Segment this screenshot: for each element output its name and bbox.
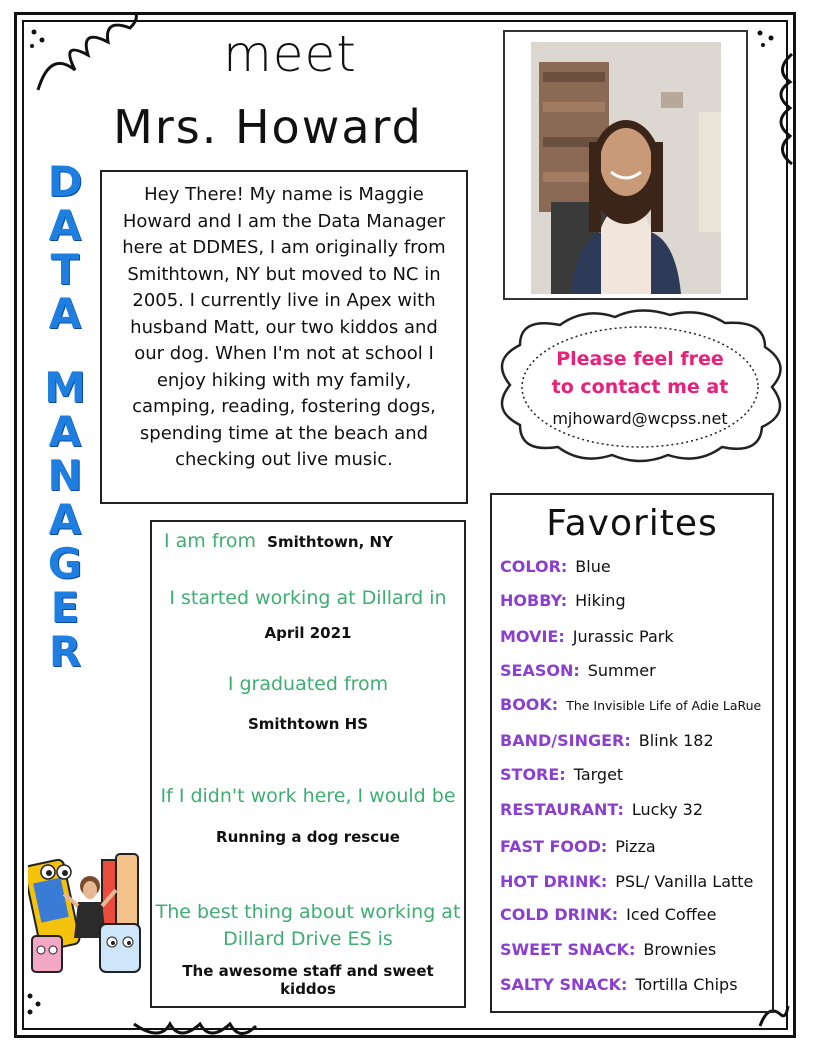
- favorite-value: PSL/ Vanilla Latte: [615, 872, 754, 891]
- favorite-item: [500, 765, 623, 784]
- favorite-value: Target: [573, 765, 624, 784]
- favorite-key: COLD DRINK:: [500, 905, 619, 924]
- favorite-key: BAND/SINGER:: [500, 731, 631, 750]
- vertical-word-manager: [44, 363, 86, 676]
- vertical-letter: A: [48, 289, 82, 338]
- favorite-key: HOT DRINK:: [500, 872, 608, 891]
- photo-frame: [503, 30, 748, 300]
- favorite-item: [500, 800, 703, 819]
- favorite-value: Tortilla Chips: [635, 975, 738, 994]
- favorite-key: SALTY SNACK:: [500, 975, 628, 994]
- fact-best-label-2: Dillard Drive ES is: [223, 928, 393, 950]
- fact-started-value: April 2021: [264, 624, 352, 642]
- fact-otherwise-value: Running a dog rescue: [216, 828, 400, 846]
- fact-best-value: The awesome staff and sweet kiddos: [182, 962, 434, 998]
- fact-started-label: I started working at Dillard in: [169, 587, 447, 609]
- favorites-title: Favorites: [546, 503, 718, 544]
- favorite-item: [500, 731, 714, 750]
- facts-box: [150, 520, 466, 1008]
- favorite-value: Pizza: [615, 837, 656, 856]
- favorite-key: SEASON:: [500, 661, 580, 680]
- meet-heading: meet: [223, 25, 357, 83]
- favorite-value: Jurassic Park: [572, 627, 674, 646]
- favorite-item: [500, 661, 656, 680]
- favorite-item: [500, 940, 716, 959]
- contact-title-line-2: to contact me at: [551, 376, 729, 398]
- favorite-key: MOVIE:: [500, 627, 565, 646]
- favorite-value: Summer: [587, 661, 656, 680]
- favorite-key: BOOK:: [500, 695, 559, 714]
- fact-graduated-label: I graduated from: [227, 673, 389, 695]
- fact-graduated-value: Smithtown HS: [247, 715, 368, 733]
- profile-photo: [531, 42, 721, 294]
- favorite-value: Iced Coffee: [626, 905, 717, 924]
- favorites-box: [490, 493, 774, 1013]
- bio-box: [100, 170, 468, 504]
- vertical-letter: D: [47, 157, 83, 206]
- vertical-letter: T: [50, 245, 80, 294]
- favorite-item: [500, 975, 738, 994]
- vertical-word-data: [47, 157, 83, 338]
- favorite-value: Blink 182: [638, 731, 714, 750]
- fact-otherwise-label: If I didn't work here, I would be: [160, 785, 456, 807]
- contact-title-line-1: Please feel free: [556, 348, 724, 370]
- dots-doodle-top-right: [755, 28, 779, 52]
- swirl-doodle-top-left: [20, 10, 140, 100]
- fact-from-value: Smithtown, NY: [267, 533, 393, 551]
- vertical-letter: E: [50, 583, 80, 632]
- favorite-value: Brownies: [643, 940, 717, 959]
- swirl-doodle-bottom: [130, 1012, 260, 1046]
- vertical-letter: A: [48, 201, 82, 250]
- favorite-item: [500, 557, 611, 576]
- teacher-name: Mrs. Howard: [113, 100, 423, 154]
- contact-bubble: [490, 305, 790, 465]
- dots-doodle-bottom-left: [24, 990, 48, 1020]
- favorite-item: [500, 591, 626, 610]
- favorite-item: [500, 905, 716, 924]
- vertical-letter: N: [47, 451, 83, 500]
- vertical-title: [40, 157, 90, 676]
- favorite-key: SWEET SNACK:: [500, 940, 636, 959]
- favorite-item: [500, 695, 761, 714]
- favorite-key: COLOR:: [500, 557, 568, 576]
- fact-from-label: I am from: [164, 530, 257, 552]
- vertical-letter: G: [47, 539, 83, 588]
- favorite-item: [500, 837, 656, 856]
- vertical-letter: M: [44, 363, 86, 412]
- school-supplies-clipart: [28, 850, 146, 980]
- favorite-key: HOBBY:: [500, 591, 568, 610]
- fact-best-label-1: The best thing about working at: [155, 901, 461, 923]
- vertical-letter: A: [48, 495, 82, 544]
- favorite-value: The Invisible Life of Adie LaRue: [566, 698, 762, 713]
- favorite-key: STORE:: [500, 765, 566, 784]
- fact-from: [164, 530, 393, 552]
- favorite-value: Lucky 32: [631, 800, 704, 819]
- vertical-letter: A: [48, 407, 82, 456]
- favorite-item: [500, 872, 753, 891]
- swirl-doodle-top-right: [770, 50, 810, 170]
- favorite-value: Blue: [575, 557, 611, 576]
- favorite-value: Hiking: [575, 591, 626, 610]
- vertical-letter: R: [48, 627, 82, 676]
- favorite-key: RESTAURANT:: [500, 800, 624, 819]
- bio-text: Hey There! My name is Maggie Howard and I am the Data Manager here at DDMES, I am originally from Smithtown, NY but moved to NC in 2005. I currently live in Apex with husband Matt, our two kiddos and our dog. When I'm not at school I enjoy hiking with my family, camping, reading, fostering dogs, spending time at the beach and checking out live music.: [122, 184, 446, 470]
- favorite-key: FAST FOOD:: [500, 837, 608, 856]
- contact-email[interactable]: mjhoward@wcpss.net: [552, 409, 728, 428]
- favorite-item: [500, 627, 674, 646]
